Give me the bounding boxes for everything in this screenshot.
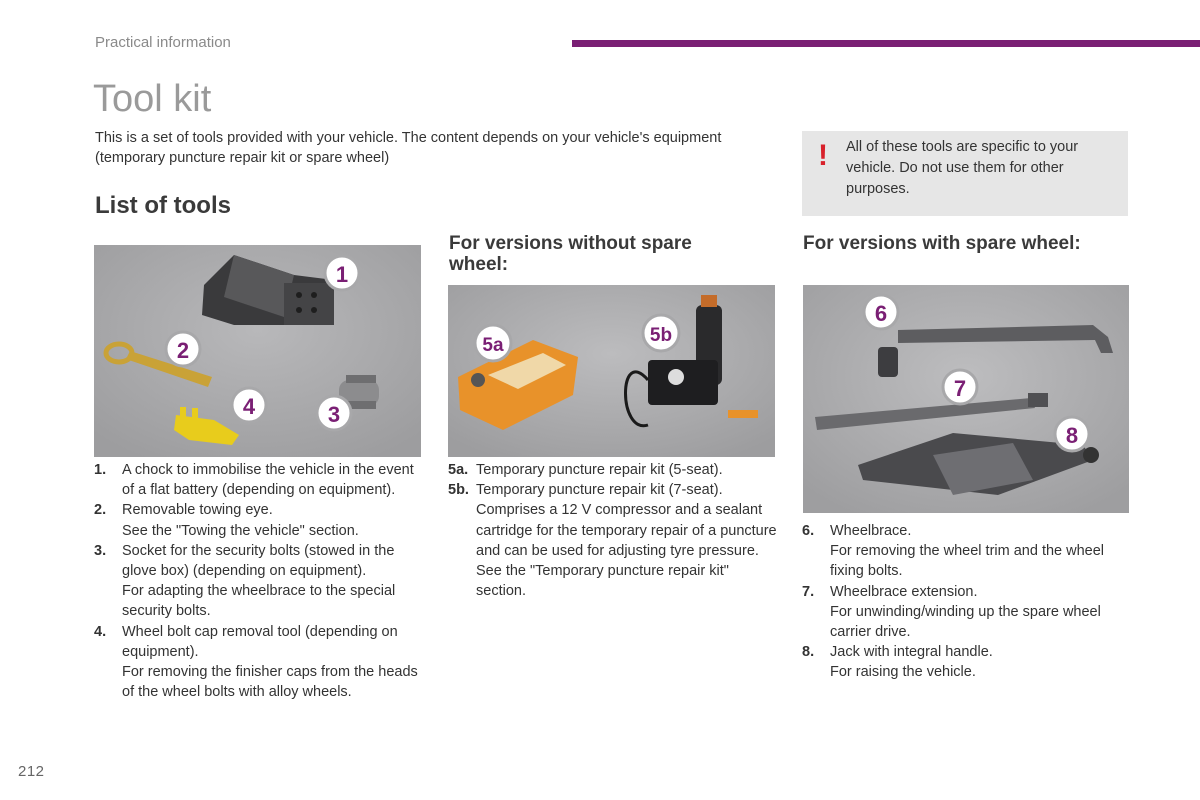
svg-text:1: 1 [335,262,349,287]
item-number: 5a. [448,462,469,478]
list-item-6 [802,521,1132,582]
list-item-4 [94,622,424,703]
callout-4 [232,388,266,422]
svg-text:7: 7 [953,376,967,401]
svg-text:6: 6 [874,301,888,326]
item-number: 5b. [448,482,469,499]
item-subtext: For adapting the wheelbrace to the special security bolts. [122,583,396,620]
item-number: 1. [94,462,107,478]
page-title: Tool kit [93,78,212,120]
tools-photo [94,245,421,457]
item-text: Socket for the security bolts (stowed in the glove box) (depending on equipment). [122,542,395,580]
svg-text:3: 3 [327,402,341,427]
item-subtext: See the "Towing the vehicle" section. [122,522,359,539]
callout-3 [317,396,351,430]
col3-heading: For versions with spare wheel: [803,233,1081,254]
svg-text:8: 8 [1065,423,1079,448]
repair-kit-photo [448,285,775,457]
callout-6 [864,295,898,329]
callout-8 [1055,417,1089,451]
warning-text: All of these tools are specific to your vehicle. Do not use them for other purposes. [846,139,1079,197]
item-subtext: For removing the wheel trim and the wheel fixing bolts. [830,543,1105,580]
svg-text:5b: 5b [649,325,673,346]
item-text: Wheel bolt cap removal tool (depending on equipment). [122,623,398,660]
list-item-5a [448,460,778,480]
list-item-8 [802,642,1132,682]
callout-1 [325,256,359,290]
item-number: 7. [802,583,815,600]
page-number: 212 [18,763,45,780]
header-accent-bar [572,40,1200,47]
col2-list [448,460,778,601]
list-heading: List of tools [95,192,231,219]
item-number: 6. [802,523,815,539]
callout-5b [643,315,679,351]
list-item-7 [802,582,1132,643]
warning-box [802,131,1128,216]
item-number: 8. [802,644,815,661]
svg-text:5a: 5a [482,335,504,356]
intro-text: This is a set of tools provided with your vehicle. The content depends on your vehicle's equipment (temporary puncture repair kit or spare wheel) [95,130,722,166]
item-subtext: See the "Temporary puncture repair kit" section. [476,563,729,600]
callout-5a [475,325,511,361]
list-item-3 [94,541,424,622]
item-text: Removable towing eye. [122,502,273,519]
item-number: 3. [94,542,107,559]
section-label: Practical information [95,34,231,51]
list-item-1 [94,460,424,500]
item-subtext: For raising the vehicle. [830,664,976,681]
col3-list [802,521,1132,683]
item-subtext: For removing the finisher caps from the heads of the wheel bolts with alloy wheels. [122,664,418,701]
warning-icon: ! [818,139,828,172]
col2-heading: For versions without spare wheel: [449,233,692,275]
item-text: Jack with integral handle. [830,644,993,661]
callout-7 [943,370,977,404]
item-number: 4. [94,623,107,640]
item-text: Wheelbrace extension. [830,583,978,600]
wheel-tools-photo [803,285,1129,513]
col1-list [94,460,424,702]
svg-text:4: 4 [242,394,256,419]
item-subtext: For unwinding/winding up the spare wheel carrier drive. [830,603,1101,641]
item-text: Temporary puncture repair kit (5-seat). [476,462,723,478]
item-text: Wheelbrace. [830,523,912,539]
svg-text:2: 2 [176,338,190,363]
list-item-5b [448,480,778,601]
callout-2 [166,332,200,366]
item-text: A chock to immobilise the vehicle in the event of a flat battery (depending on equipment). [122,462,414,499]
item-number: 2. [94,502,107,519]
list-item-2 [94,500,424,540]
item-subtext: Comprises a 12 V compressor and a sealant cartridge for the temporary repair of a puncture and can be used for adjusting tyre pressure. [476,502,777,559]
item-text: Temporary puncture repair kit (7-seat). [476,482,723,499]
